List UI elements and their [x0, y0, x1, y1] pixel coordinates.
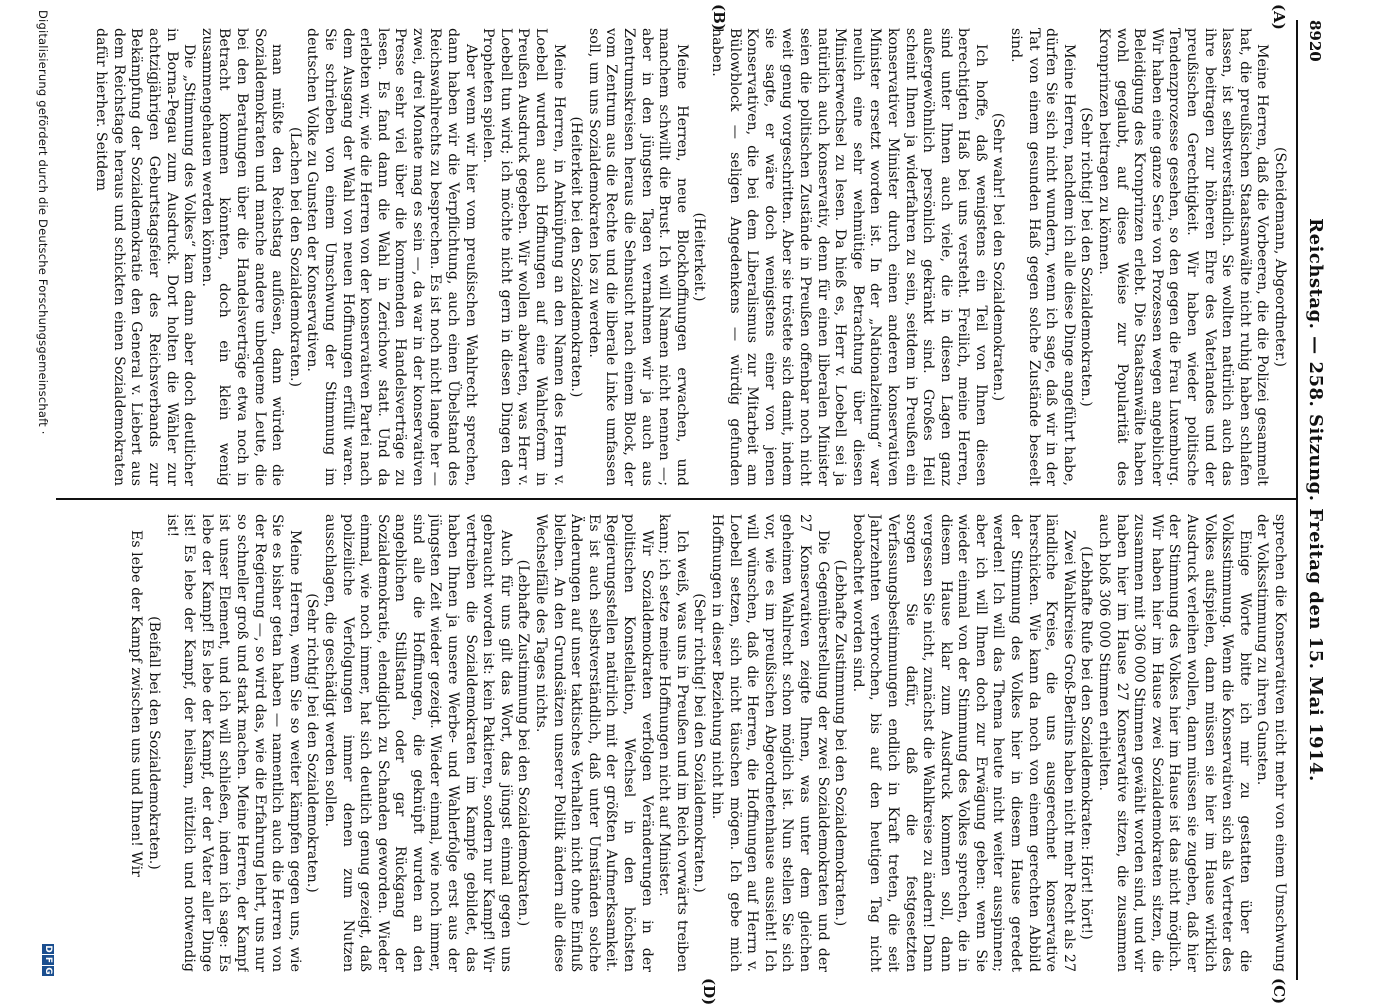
interjection: (Sehr wahr! bei den Sozialdemokraten.)	[990, 112, 1007, 402]
paragraph: Meine Herren, neue Blockhoffnungen erwachen, und manchem schwillt die Brust. Ich will Namen nicht nennen —; aber in den jüngsten Tagen vernahmen wir ja auch aus Zentrumskreisen heraus die Sehnsucht nach einem Block, der vom Zentrum aus die Rechte und die liberale Linke umfassen soll, um uns Sozialdemokraten los zu werden.	[585, 28, 690, 486]
interjection: (Heiterkeit bei den Sozialdemokraten.)	[568, 116, 585, 398]
right-text-column	[58, 514, 1288, 972]
interjection: (Lachen bei den Sozialdemokraten.)	[286, 126, 303, 388]
page-title: Reichstag. — 258. Sitzung. Freitag den 15. Mai 1914.	[1305, 218, 1326, 782]
interjection: (Scheidemann, Abgeordneter.)	[1272, 146, 1288, 368]
funding-note: Digitalisierung gefördert durch die Deutsche Forschungsgemeinschaft ·	[36, 10, 50, 435]
paragraph: Auch für uns gilt das Wort, das jüngst einmal gegen uns gebraucht worden ist: kein Paktieren, sondern nur Kampf! Wir vertreiben die Sozialdemokraten im Kampfe gebildet, das haben Ihnen ja unsere Werbe- und Wahlerfolge erst aus der jüngsten Zeit wieder gezeigt. Wieder einmal, wie noch immer, sind alle die Hoffnungen, die geknüpft wurden an den angeblichen Stillstand oder gar Rückgang der Sozialdemokratie, elendiglich zu Schanden geworden. Wieder einmal, wie noch immer, hat sich deutlich genug gezeigt, daß polizeiliche Verfolgungen immer denen zum Nutzen ausschlagen, die geschädigt werden sollen.	[321, 514, 514, 972]
paragraph: Einige Worte bitte ich mir zu gestatten über die Volksstimmung. Wenn die Konservativen sich als Vertreter des Volkes aufspielen, dann müssen sie hier im Hause wirklich Ausdruck verleihen wollen, dann müssen sie zugeben, daß hier der Stimmung des Volkes hier im Hause ist das nicht möglich. Wir haben hier im Hause zwei Sozialdemokraten sitzen, die zusammen mit 306 000 Stimmen gewählt worden sind, und wir haben hier im Hause 27 Konservative sitzen, die zusammen auch bloß 306 000 Stimmen erhielten.	[1096, 514, 1253, 972]
dfg-logo	[42, 944, 54, 976]
paragraph: Ich weiß, was uns in Preußen und im Reich vorwärts treiben kann; ich setze meine Hoffnungen nicht auf Minister.	[656, 514, 690, 972]
margin-marker-a: (A)	[1270, 4, 1288, 30]
paragraph: man müßte den Reichstag auflösen, dann würden die Sozialdemokraten und manche andere unbequeme Leute, die bei den Beratungen über die Handelsverträge etwa noch in Betracht kommen könnten, doch ein klein wenig zusammengehauen werden können.	[198, 28, 286, 486]
header-rule	[1296, 20, 1298, 980]
dfg-logo-letter: F	[43, 956, 53, 964]
interjection: (Sehr richtig! bei den Sozialdemokraten.)	[691, 593, 708, 893]
paragraph: Die Gegenüberstellung der zwei Sozialdemokraten und der 27 Konservativen zeigte Ihnen, was unter dem gleichen geheimen Wahlrecht schon möglich ist. Nun stellen Sie sich vor, wie es im preußischen Abgeordnetenhause aussieht! Ich will wünschen, daß die Herren, die Hoffnungen auf Herrn v. Loebell setzen, sich nicht täuschen mögen. Ich gebe mich Hoffnungen in dieser Beziehung nicht hin.	[709, 514, 831, 972]
paragraph: Meine Herren, in Anknüpfung an den Namen des Herrn v. Loebell wurden auch Hoffnungen auf eine Wahlreform in Preußen Ausdruck gegeben. Wir wollen abwarten, was Herr v. Loebell tun wird; ich möchte nicht gern in diesen Dingen den Propheten spielen.	[480, 28, 567, 486]
paragraph: Meine Herren, wenn Sie so weiter kämpfen gegen uns, wie Sie es bisher getan haben — namentlich auch die Herren von der Regierung —, so wird das, wie die Erfahrung lehrt, uns nur so schneller groß und stark machen. Meine Herren, der Kampf ist unser Element, und ich will schließen, indem ich sage: Es lebe der Kampf! Es lebe der Kampf, der der Vater aller Dinge ist! Es lebe der Kampf, der heilsam, nützlich und notwendig ist!	[163, 514, 303, 972]
dfg-logo-letter: D	[43, 945, 53, 953]
paragraph: sprechen die Konservativen nicht mehr von einem Umschwung der Volksstimmung zu ihren Gunsten.	[1254, 514, 1288, 972]
paragraph: Ich hoffe, daß wenigstens ein Teil von Ihnen diesen berechtigten Haß bei uns versteht. Freilich, meine Herren, sind unter Ihnen auch viele, die in diesen Lagen ganz außergewöhnlich persönlich gekränkt sind. Großes Heil scheint Ihnen ja widerfahren zu sein, seitdem in Preußen ein konservativer Minister durch einen anderen konservativen Minister ersetzt worden ist. In der „Nationalzeitung“ war neulich eine sehr wehmütige Betrachtung über diesen Ministerwechsel zu lesen. Da hieß es, Herr v. Loebell sei ja natürlich auch konservativ, denn für einen liberalen Minister seien die politischen Zustände in Preußen offenbar noch nicht weit genug vorgeschritten. Aber sie tröstete sich damit, indem sie sagte, er wäre doch wenigstens einer von jenen Konservativen, die bei dem Liberalismus zur Mitarbeit am Bülowblock — seligen Angedenkens — würdig gefunden haben.	[709, 28, 989, 486]
interjection: (Sehr richtig! bei den Sozialdemokraten.)	[304, 593, 321, 893]
paragraph: Die „Stimmung des Volkes“ kam dann aber doch deutlicher in Borna-Pegau zum Ausdruck. Dort holten die Wähler zur achtzigjährigen Geburtstagsfeier des Reichsverbands zur Bekämpfung der Sozialdemokratie den General v. Liebert aus dem Reichstage heraus und schickten einen Sozialdemokraten dafür hierher. Seitdem	[93, 28, 198, 486]
interjection: (Lebhafte Zustimmung bei den Sozialdemokraten.)	[832, 559, 849, 927]
margin-marker-c: (C)	[1270, 978, 1288, 1005]
page-number: 8920	[1306, 20, 1324, 62]
document-page	[38, 4, 1328, 1005]
interjection: (Beifall bei den Sozialdemokraten.)	[146, 616, 162, 870]
interjection: (Heiterkeit.)	[691, 212, 708, 302]
margin-marker-b: (B)	[710, 4, 728, 31]
dfg-logo-letter: G	[43, 967, 53, 975]
interjection: (Lebhafte Zustimmung bei den Sozialdemokraten.)	[515, 559, 532, 927]
interjection: (Sehr richtig! bei den Sozialdemokraten.)	[1078, 107, 1095, 407]
paragraph: Es lebe der Kampf zwischen uns und Ihnen! Wir	[128, 530, 145, 877]
paragraph: Aber wenn wir hier vom preußischen Wahlrecht sprechen, dann haben wir die Verpflichtung, auch einen Übelstand des Reichswahlrechts zu besprechen. Es ist noch nicht lange her — zwei, drei Monate mag es sein —, da war in der konservativen Presse sehr viel über die kommenden Handelsverträge zu lesen. Es fand dann die Wahl in Zerichow statt. Und da erlebten wir, wie die Herren von der konservativen Partei nach dem Ausgang der Wahl von neuen Hoffnungen erfüllt waren. Sie schrieben von einem Umschwung der Stimmung im deutschen Volke zu Gunsten der Konservativen.	[304, 28, 479, 486]
column-separator	[56, 498, 1296, 500]
paragraph: Zwei Wahlkreise Groß-Berlins haben nicht mehr Recht als 27 ländliche Kreise, die uns ausgerechnet konservative herschicken. Wie kann da noch von einem gerechten Abbild der Stimmung des Volkes hier in diesem Hause geredet werden! Ich will das Thema heute nicht weiter ausspinnen; aber ich will Ihnen doch zur Erwägung geben: wenn Sie wieder einmal von der Stimmung des Volkes sprechen, die in diesem Hause klar zum Ausdruck kommen soll, dann vergessen Sie nicht, zunächst die Wahlkreise zu ändern! Dann sorgen Sie dafür, daß die festgesetzten Verfassungsbestimmungen endlich in Kraft treten, die seit Jahrzehnten verbrochen, bis auf den heutigen Tag nicht beobachtet worden sind.	[849, 514, 1077, 972]
paragraph: Wir Sozialdemokraten verfolgen Veränderungen in der politischen Konstellation, Wechsel in den höchsten Regierungsstellen natürlich mit der größten Aufmerksamkeit. Es ist auch selbstverständlich, daß unter Umständen solche Änderungen auf unser taktisches Verhalten nicht ohne Einfluß bleiben. An den Grundsätzen unserer Politik ändern alle diese Wechselfälle des Tages nichts.	[533, 514, 655, 972]
paragraph: Meine Herren, nachdem ich alle diese Dinge angeführt habe, dürfen Sie sich nicht wundern, wenn ich sage, daß wir in der Tat von einem gesunden Haß gegen solche Zustände beseelt sind.	[1008, 28, 1077, 486]
left-text-column	[58, 28, 1288, 486]
page-footer	[28, 0, 58, 1000]
interjection: (Lebhafte Rufe bei den Sozialdemokraten: Hört! hört!)	[1078, 546, 1095, 940]
margin-marker-d: (D)	[700, 978, 718, 1005]
page-header	[1298, 20, 1328, 980]
paragraph: Meine Herren, daß die Vorbeeren, die die Polizei gesammelt hat, die preußischen Staatsanwälte nicht ruhig haben schlafen lassen, ist selbstverständlich. Sie wollten natürlich auch das ihre beitragen zur höheren Ehre des Vaterlandes und der preußischen Gerechtigkeit. Wir haben wieder politische Tendenzprozesse gesehen, so den gegen die Frau Luxemburg. Wir haben eine ganze Serie von Prozessen wegen angeblicher Beleidigung des Kronprinzen erlebt. Die Staatsanwälte haben wohl geglaubt, auf diese Weise zur Popularität des Kronprinzen beitragen zu können.	[1096, 28, 1271, 486]
